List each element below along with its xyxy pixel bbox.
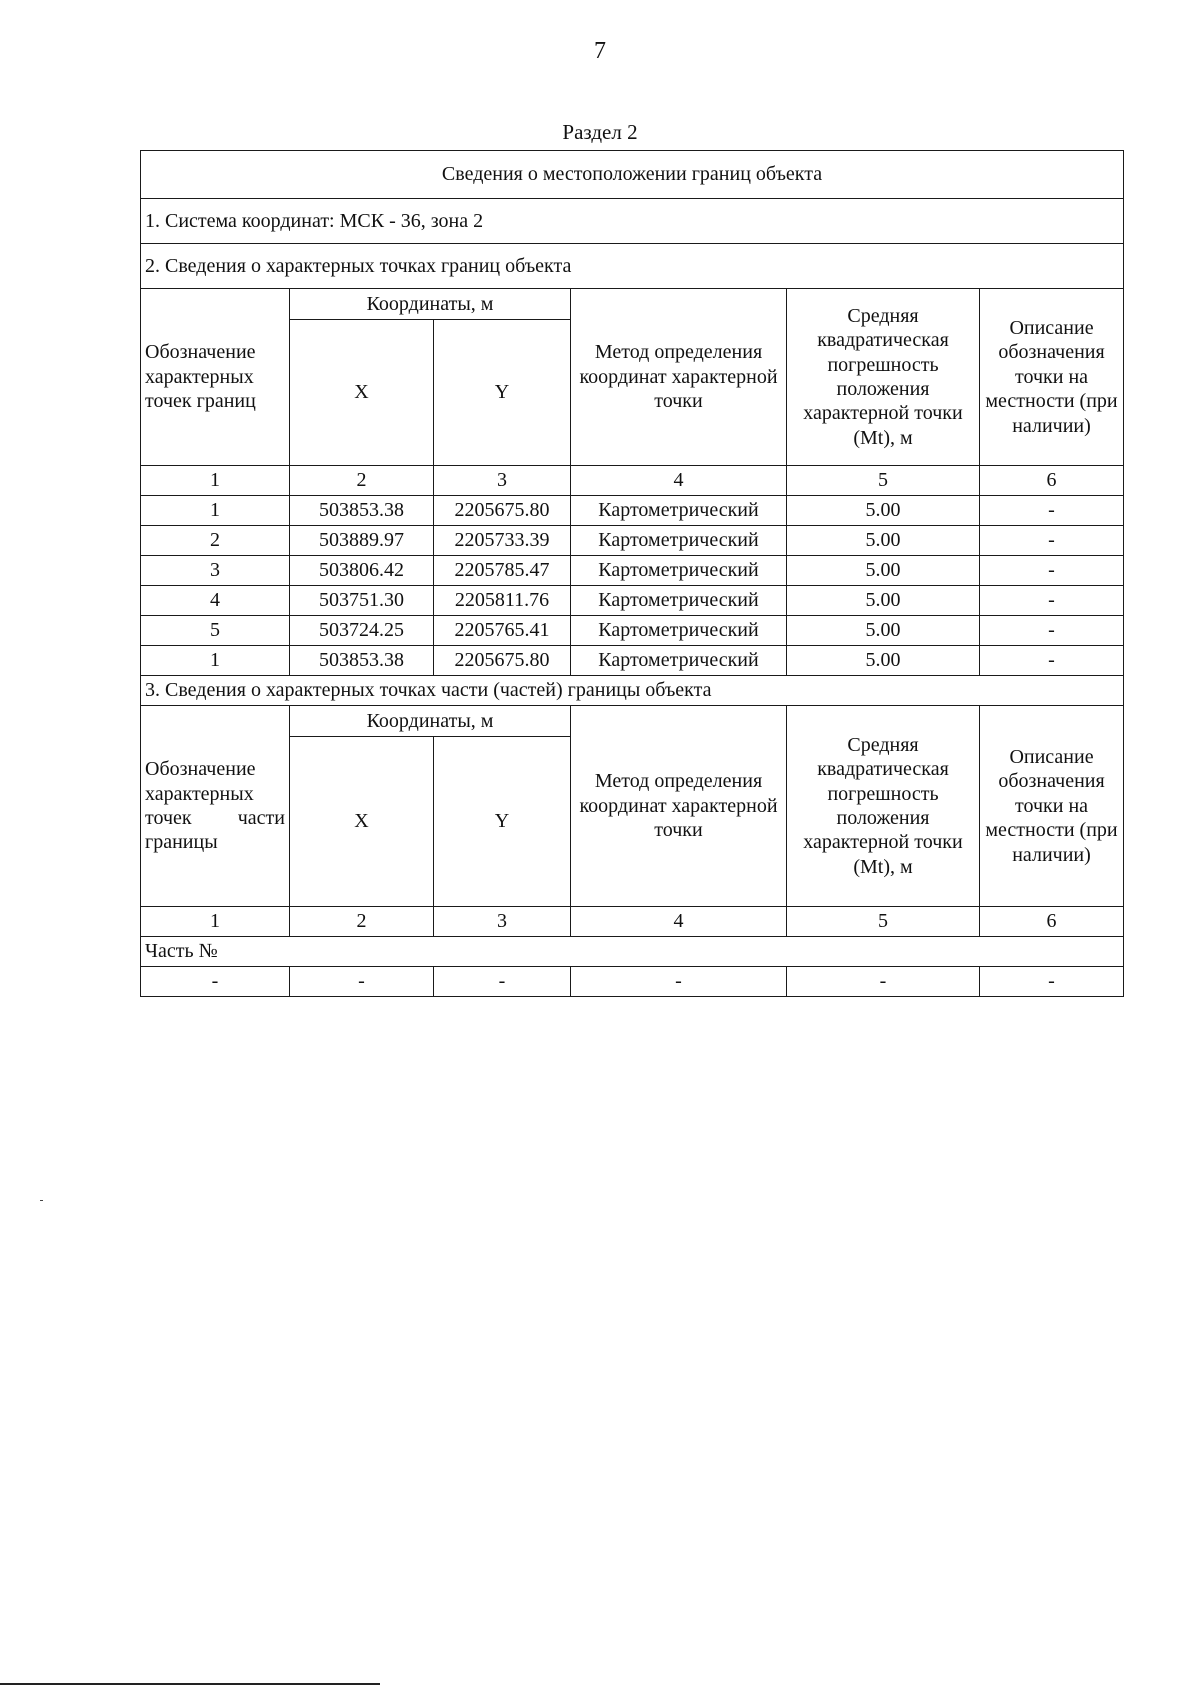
mt-cell: 5.00 xyxy=(787,496,980,526)
method-cell: Картометрический xyxy=(571,616,787,646)
coordinates-header: Координаты, м xyxy=(290,289,571,320)
mt-cell: 5.00 xyxy=(787,646,980,676)
parts-column-number: 2 xyxy=(290,907,434,937)
x-cell: 503853.38 xyxy=(290,496,434,526)
y-header: Y xyxy=(434,320,571,466)
method-header: Метод определения координат характерной точки xyxy=(571,289,787,466)
parts-y-header: Y xyxy=(434,737,571,907)
table-title: Сведения о местоположении границ объекта xyxy=(141,151,1124,199)
parts-method-header: Метод определения координат характерной точки xyxy=(571,706,787,907)
parts-description-header: Описание обозначения точки на местности (при наличии) xyxy=(980,706,1124,907)
scan-speck xyxy=(40,1200,43,1201)
point-cell: 4 xyxy=(141,586,290,616)
point-cell: 1 xyxy=(141,496,290,526)
mt-cell: 5.00 xyxy=(787,616,980,646)
table-row xyxy=(141,616,1124,646)
designation-line: характерных xyxy=(145,782,254,805)
mt-cell: 5.00 xyxy=(787,526,980,556)
empty-cell: - xyxy=(290,967,434,997)
parts-column-number: 1 xyxy=(141,907,290,937)
column-number: 6 xyxy=(980,466,1124,496)
method-cell: Картометрический xyxy=(571,646,787,676)
empty-cell: - xyxy=(980,967,1124,997)
x-cell: 503724.25 xyxy=(290,616,434,646)
desc-cell: - xyxy=(980,556,1124,586)
part-label: Часть № xyxy=(141,937,1124,967)
empty-cell: - xyxy=(141,967,290,997)
column-number: 4 xyxy=(571,466,787,496)
footer-rule xyxy=(0,1683,380,1685)
designation-word: части xyxy=(237,807,285,829)
point-cell: 3 xyxy=(141,556,290,586)
parts-heading: 3. Сведения о характерных точках части (частей) границы объекта xyxy=(141,676,1124,706)
mt-cell: 5.00 xyxy=(787,586,980,616)
point-cell: 2 xyxy=(141,526,290,556)
parts-column-number: 4 xyxy=(571,907,787,937)
y-cell: 2205811.76 xyxy=(434,586,571,616)
point-cell: 5 xyxy=(141,616,290,646)
column-number: 3 xyxy=(434,466,571,496)
y-cell: 2205675.80 xyxy=(434,496,571,526)
designation-line-split xyxy=(145,806,285,830)
method-cell: Картометрический xyxy=(571,556,787,586)
designation-line: границы xyxy=(145,831,218,854)
part-empty-row xyxy=(141,967,1124,997)
designation-line: Обозначение xyxy=(145,758,256,781)
empty-cell: - xyxy=(434,967,571,997)
table-row xyxy=(141,556,1124,586)
table-row xyxy=(141,646,1124,676)
empty-cell: - xyxy=(571,967,787,997)
x-cell: 503751.30 xyxy=(290,586,434,616)
x-cell: 503889.97 xyxy=(290,526,434,556)
x-cell: 503806.42 xyxy=(290,556,434,586)
empty-cell: - xyxy=(787,967,980,997)
x-header: X xyxy=(290,320,434,466)
desc-cell: - xyxy=(980,526,1124,556)
coord-system: 1. Система координат: МСК - 36, зона 2 xyxy=(141,199,1124,244)
x-cell: 503853.38 xyxy=(290,646,434,676)
column-number: 2 xyxy=(290,466,434,496)
page-number: 7 xyxy=(594,38,606,64)
parts-column-number: 5 xyxy=(787,907,980,937)
table-row xyxy=(141,496,1124,526)
method-cell: Картометрический xyxy=(571,526,787,556)
parts-designation-header xyxy=(141,706,290,907)
method-cell: Картометрический xyxy=(571,496,787,526)
column-number: 5 xyxy=(787,466,980,496)
y-cell: 2205765.41 xyxy=(434,616,571,646)
parts-x-header: X xyxy=(290,737,434,907)
section-label: Раздел 2 xyxy=(562,120,638,144)
boundary-table xyxy=(140,150,1124,997)
designation-word: точек xyxy=(145,807,192,829)
parts-column-number: 6 xyxy=(980,907,1124,937)
parts-column-number: 3 xyxy=(434,907,571,937)
method-cell: Картометрический xyxy=(571,586,787,616)
desc-cell: - xyxy=(980,646,1124,676)
designation-header: Обозначение характерных точек границ xyxy=(141,289,290,466)
y-cell: 2205733.39 xyxy=(434,526,571,556)
point-cell: 1 xyxy=(141,646,290,676)
column-number: 1 xyxy=(141,466,290,496)
table-row xyxy=(141,526,1124,556)
error-header: Средняя квадратическая погрешность положения характерной точки (Mt), м xyxy=(787,289,980,466)
desc-cell: - xyxy=(980,496,1124,526)
y-cell: 2205675.80 xyxy=(434,646,571,676)
description-header: Описание обозначения точки на местности (при наличии) xyxy=(980,289,1124,466)
desc-cell: - xyxy=(980,586,1124,616)
y-cell: 2205785.47 xyxy=(434,556,571,586)
table-row xyxy=(141,586,1124,616)
desc-cell: - xyxy=(980,616,1124,646)
parts-error-header: Средняя квадратическая погрешность положения характерной точки (Mt), м xyxy=(787,706,980,907)
parts-coordinates-header: Координаты, м xyxy=(290,706,571,737)
mt-cell: 5.00 xyxy=(787,556,980,586)
points-heading: 2. Сведения о характерных точках границ объекта xyxy=(141,244,1124,289)
